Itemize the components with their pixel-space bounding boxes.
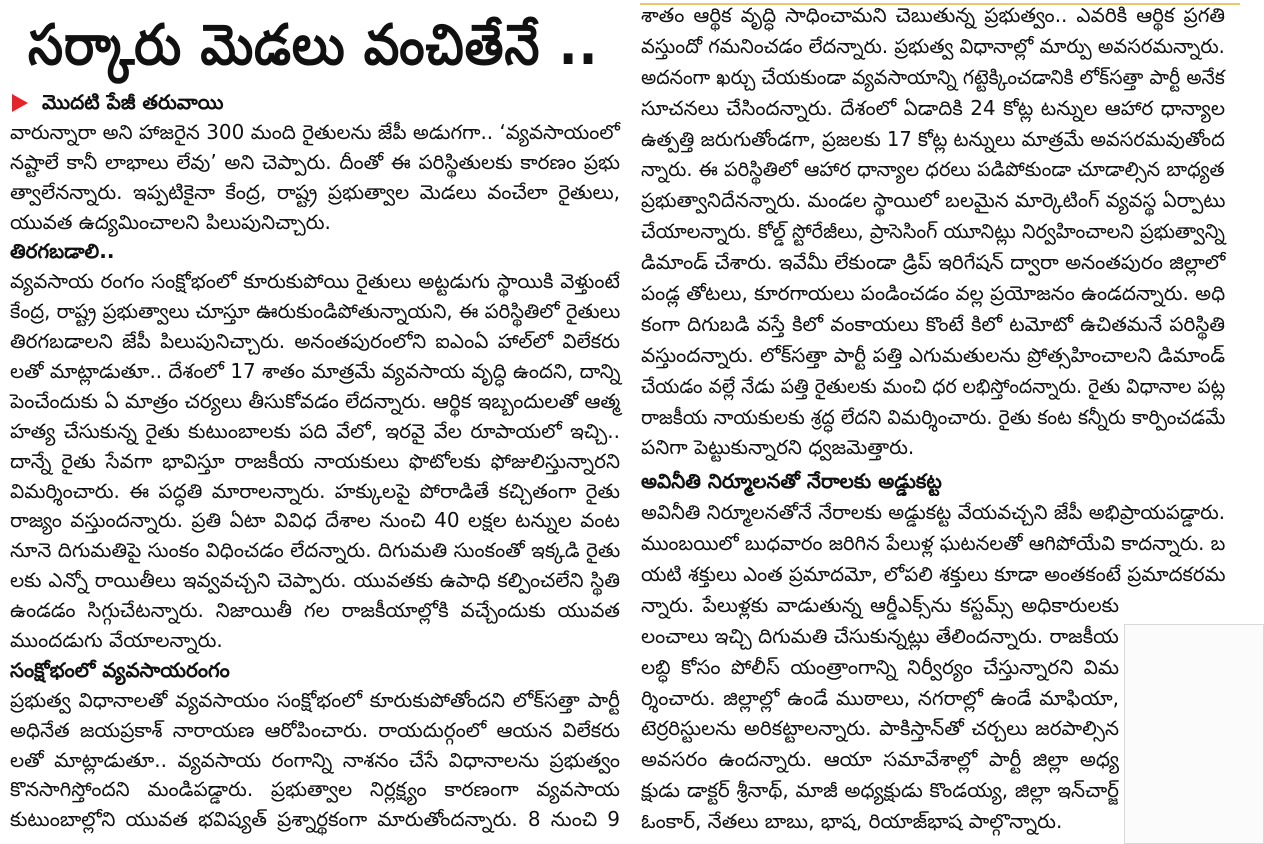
article-line: ఉత్పత్తి జరుగుతోండగా, ప్రజలకు 17 కోట్ల టన్నులు మాత్రమే అవసరమవుతోంద [641,126,1225,151]
photo-placeholder [1124,624,1264,844]
article-line: నష్టాలే కానీ లాభాలు లేవు’ అని చెప్పారు. దీంతో ఈ పరిస్థితులకు కారణం ప్రభు [10,149,620,174]
article-line: యువత ఉద్యమించాలని పిలుపునిచ్చారు. [10,209,331,234]
article-line: కేంద్ర, రాష్ట్ర ప్రభుత్వాలు చూస్తూ ఊరుకుండిపోతున్నాయని, ఈ పరిస్థితిలో రైతులు [10,299,621,324]
article-line: అదనంగా ఖర్చు చేయకుండా వ్యవసాయాన్ని గట్టెక్కించడానికి లోక్‌సత్తా పార్టీ అనేక [641,64,1225,89]
article-line: కొనసాగిస్తోందని మండిపడ్డారు. ప్రభుత్వాల నిర్లక్ష్యం కారణంగా వ్యవసాయ [10,777,620,802]
article-line: అవసరం ఉందన్నారు. ఆయా సమావేశాల్లో పార్టీ జిల్లా అధ్య [641,747,1119,772]
article-paragraph [10,118,620,238]
article-line: ముందడుగు వేయాలన్నారు. [10,628,223,653]
continued-label: మొదటి పేజీ తరువాయి [42,90,224,114]
article-line: తిరగబడాలని జేపీ పిలుపునిచ్చారు. అనంతపురంలోని ఐఎంఏ హాల్‌లో విలేకరు [10,329,620,354]
article-line: లంచాలు ఇచ్చి దిగుమతి చేసుకున్నట్లు తేలిందన్నారు. రాజకీయ [641,623,1119,648]
article-paragraph [10,686,620,835]
article-line: డిమాండ్ చేశారు. ఇవేమీ లేకుండా డ్రిప్ ఇరిగేషన్ ద్వారా అనంతపురం జిల్లాలో [641,250,1226,275]
article-line: వస్తుందన్నారు. లోక్‌సత్తా పార్టీ పత్తి ఎగుమతులను ప్రోత్సహించాలని డిమాండ్ [641,342,1225,367]
article-line: వ్యవసాయ రంగం సంక్షోభంలో కూరుకుపోయి రైతులు అట్టడుగు స్థాయికి వెళ్తుంటే [10,269,620,294]
article-line: అవినీతి నిర్మూలనతోనే నేరాలకు అడ్డుకట్ట వేయవచ్చని జేపీ అభిప్రాయపడ్డారు. [641,500,1226,525]
section-heading: తిరగబడాలి.. [10,239,115,264]
article-line: నూనె దిగుమతిపై సుంకం విధించడం లేదన్నారు. దిగుమతి సుంకంతో ఇక్కడి రైతు [10,538,621,563]
article-line: న్నారు. పేలుళ్లకు వాడుతున్న ఆర్డీఎక్స్‌ను కస్టమ్స్ అధికారులకు [641,592,1119,617]
article-line: పండ్ల తోటలు, కూరగాయలు పండించడం వల్ల ప్రయోజనం ఉండదన్నారు. అధి [641,281,1226,306]
article-line: లకు ఎన్నో రాయితీలు ఇవ్వవచ్చని చెప్పారు. యువతకు ఉపాధి కల్పించలేని స్థితి [10,568,620,593]
article-line: త్వాలేనన్నారు. ఇప్పటికైనా కేంద్ర, రాష్ట్ర ప్రభుత్వాల మెడలు వంచేలా రైతులు, [10,179,620,204]
article-line: సూచనలు చేసిందన్నారు. దేశంలో ఏడాదికి 24 కోట్ల టన్నుల ఆహార ధాన్యాల [641,95,1225,120]
headline: సర్కారు మెడలు వంచితేనే .. [28,13,599,78]
article-line: ముంబయిలో బుధవారం జరిగిన పేలుళ్ల ఘటనలతో ఆగిపోయేవి కాదన్నారు. బ [641,531,1226,556]
article-line: న్నారు. ఈ పరిస్థితిలో ఆహార ధాన్యాల ధరలు పడిపోకుండా చూడాల్సిన బాధ్యత [641,157,1225,182]
article-line: ఓంకార్, నేతలు బాబు, భాష, రియాజ్‌భాష పాల్గొన్నారు. [641,809,1063,834]
continued-from-front-page [10,88,620,118]
article-line: ప్రభుత్వ విధానాలతో వ్యవసాయం సంక్షోభంలో కూరుకుపోతోందని లోక్‌సత్తా పార్టీ [10,687,620,712]
article-line: కుటుంబాల్లోని యువత భవిష్యత్ ప్రశ్నార్థకంగా మారుతోందన్నారు. 8 నుంచి 9 [10,807,620,832]
article-line: విమర్శించారు. ఈ పద్ధతి మారాలన్నారు. హక్కులపై పోరాడితే కచ్చితంగా రైతు [10,478,620,503]
article-line: లతో మాట్లాడుతూ.. దేశంలో 17 శాతం మాత్రమే వ్యవసాయ వృద్ధి ఉందని, దాన్ని [10,359,621,384]
article-line: రాజకీయ నాయకులకు శ్రద్ధ లేదని విమర్శించారు. రైతు కంట కన్నీరు కార్పించడమే [641,404,1226,429]
article-line: దాన్నే రైతు సేవగా భావిస్తూ రాజకీయ నాయకులు ఫొటోలకు ఫోజులిస్తున్నారని [10,448,620,473]
article-line: పెంచేందుకు ఏ మాత్రం చర్యలు తీసుకోవడం లేదన్నారు. ఆర్థిక ఇబ్బందులతో ఆత్మ [10,388,621,413]
article-line: చేయడం వల్లే నేడు పత్తి రైతులకు మంచి ధర లభిస్తోందన్నారు. రైతు విధానాల పట్ల [641,373,1226,398]
article-line: ప్రభుత్వానిదేనన్నారు. మండల స్థాయిలో బలమైన మార్కెటింగ్ వ్యవస్థ ఏర్పాటు [641,188,1226,213]
article-line: వస్తుందో గమనించడం లేదన్నారు. ప్రభుత్వ విధానాల్లో మార్పు అవసరమన్నారు. [641,33,1225,58]
article-line: వారున్నారా అని హాజరైన 300 మంది రైతులను జేపీ అడుగగా.. ‘వ్యవసాయంలో [10,119,620,144]
article-line: హత్య చేసుకున్న రైతు కుటుంబాలకు పది వేలో, ఇరవై వేల రూపాయలో ఇచ్చి.. [10,418,620,443]
article-line: ఉండడం సిగ్గుచేటన్నారు. నిజాయితీ గల రాజకీయాల్లోకి వచ్చేందుకు యువత [10,598,620,623]
triangle-pointer-icon [12,94,28,112]
article-line: అధినేత జయప్రకాశ్ నారాయణ ఆరోపించారు. రాయదుర్గంలో ఆయన విలేకరు [10,717,620,742]
article-paragraph [641,0,1225,463]
article-line: లబ్ధి కోసం పోలీస్ యంత్రాంగాన్ని నిర్వీర్యం చేస్తున్నారని విమ [641,654,1119,679]
article-line: టెర్రరిస్టులను అరికట్టాలన్నారు. పాకిస్తాన్‌తో చర్చలు జరపాల్సిన [641,716,1119,741]
article-line: పనిగా పెట్టుకున్నారని ధ్వజమెత్తారు. [641,435,915,460]
article-line: శాతం ఆర్థిక వృద్ధి సాధించామని చెబుతున్న ప్రభుత్వం.. ఎవరికి ఆర్థిక ప్రగతి [641,3,1225,27]
section-heading: అవినీతి నిర్మూలనతో నేరాలకు అడ్డుకట్ట [641,469,942,494]
article-line: క్షుడు డాక్టర్ శ్రీనాథ్, మాజీ అధ్యక్షుడు కొండయ్య, జిల్లా ఇన్‌చార్జ్ [641,778,1119,803]
article-paragraph [10,267,620,656]
left-column [10,88,620,835]
article-line: రాజ్యం వస్తుందన్నారు. ప్రతి ఏటా వివిధ దేశాల నుంచి 40 లక్షల టన్నుల వంట [10,508,620,533]
article-line: కంగా దిగుబడి వస్తే కిలో వంకాయలు కొంటే కిలో టమోటో ఉచితమనే పరిస్థితి [641,311,1225,336]
section-heading: సంక్షోభంలో వ్యవసాయరంగం [10,657,230,682]
article-line: చేయాలన్నారు. కోల్డ్ స్టోరేజీలు, ప్రాసెసింగ్ యూనిట్లు నిర్వహించాలని ప్రభుత్వాన్ని [641,219,1225,244]
article-line: యటి శక్తులు ఎంత ప్రమాదమో, లోపలి శక్తులు కూడా అంతకంటే ప్రమాదకరమ [641,562,1226,587]
article-line: లతో మాట్లాడుతూ.. వ్యవసాయ రంగాన్ని నాశనం చేసే విధానాలను ప్రభుత్వం [10,747,620,772]
article-line: ర్శించారు. జిల్లాల్లో ఉండే ముఠాలు, నగరాల్లో ఉండే మాఫియా, [641,685,1119,710]
